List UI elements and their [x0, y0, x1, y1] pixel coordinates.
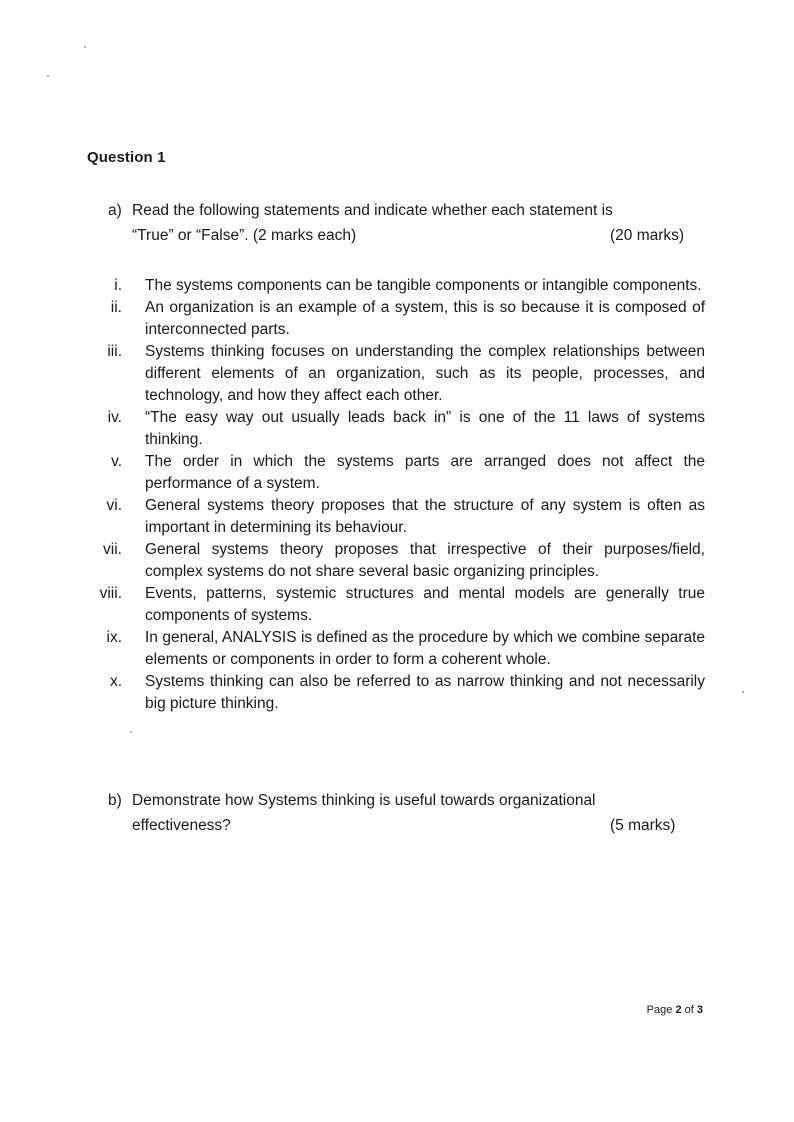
statement-item — [85, 495, 705, 539]
statement-item — [85, 451, 705, 495]
statement-item — [85, 275, 705, 297]
footer-current-page: 2 — [675, 1004, 682, 1016]
scan-speck — [47, 75, 49, 77]
statement-number: vi. — [106, 497, 122, 514]
part-a-instruction-line2: “True” or “False”. (2 marks each) — [132, 227, 357, 244]
statement-text: Systems thinking can also be referred to as narrow thinking and not necessarily big picture thinking. — [145, 673, 705, 712]
question-title: Question 1 — [87, 149, 166, 166]
statement-list — [85, 275, 705, 715]
part-b-label: b) — [108, 792, 122, 809]
statement-text: In general, ANALYSIS is defined as the procedure by which we combine separate elements or components in order to form a coherent whole. — [145, 629, 705, 668]
statement-item — [85, 297, 705, 341]
part-a-instruction-line1: Read the following statements and indicate whether each statement is — [132, 202, 613, 219]
part-b-question-line2: effectiveness? — [132, 817, 231, 834]
scan-speck — [84, 46, 86, 48]
statement-number: viii. — [99, 585, 122, 602]
statement-item — [85, 627, 705, 671]
statement-number: v. — [111, 453, 122, 470]
statement-item — [85, 671, 705, 715]
statement-number: vii. — [103, 541, 122, 558]
statement-number: x. — [109, 673, 122, 690]
statement-number: iii. — [107, 343, 122, 360]
statement-text: General systems theory proposes that irrespective of their purposes/field, complex systems do not share several basic organizing principles. — [145, 541, 705, 580]
footer-page-prefix: Page — [646, 1004, 673, 1016]
statement-number: i. — [114, 277, 122, 294]
statement-number: ix. — [106, 629, 122, 646]
part-b — [108, 789, 708, 839]
statement-number: iv. — [107, 409, 122, 426]
statement-text: Systems thinking focuses on understanding the complex relationships between different elements of an organization, such as its people, processes, and technology, and how they affect each other. — [145, 343, 705, 404]
part-a — [108, 199, 708, 249]
statement-text: The systems components can be tangible components or intangible components. — [145, 277, 702, 294]
footer-of: of — [684, 1004, 694, 1016]
statement-number: ii. — [110, 299, 122, 316]
part-a-label: a) — [108, 202, 122, 219]
page-footer — [647, 1004, 703, 1016]
statement-text: An organization is an example of a system, this is so because it is composed of interconnected parts. — [145, 299, 705, 338]
statement-item — [85, 407, 705, 451]
statement-text: General systems theory proposes that the structure of any system is often as important in determining its behaviour. — [145, 497, 705, 536]
scan-speck — [742, 691, 744, 693]
statement-text: Events, patterns, systemic structures and mental models are generally true components of systems. — [145, 585, 705, 624]
statement-text: “The easy way out usually leads back in” is one of the 11 laws of systems thinking. — [145, 409, 705, 448]
statement-item — [85, 539, 705, 583]
statement-item — [85, 341, 705, 407]
statement-item — [85, 583, 705, 627]
footer-total-pages: 3 — [696, 1004, 703, 1016]
part-b-question-line1: Demonstrate how Systems thinking is useful towards organizational — [132, 792, 596, 809]
part-a-marks: (20 marks) — [610, 227, 685, 244]
statement-text: The order in which the systems parts are arranged does not affect the performance of a system. — [145, 453, 705, 492]
part-b-marks: (5 marks) — [610, 817, 676, 834]
scan-speck — [130, 731, 132, 733]
